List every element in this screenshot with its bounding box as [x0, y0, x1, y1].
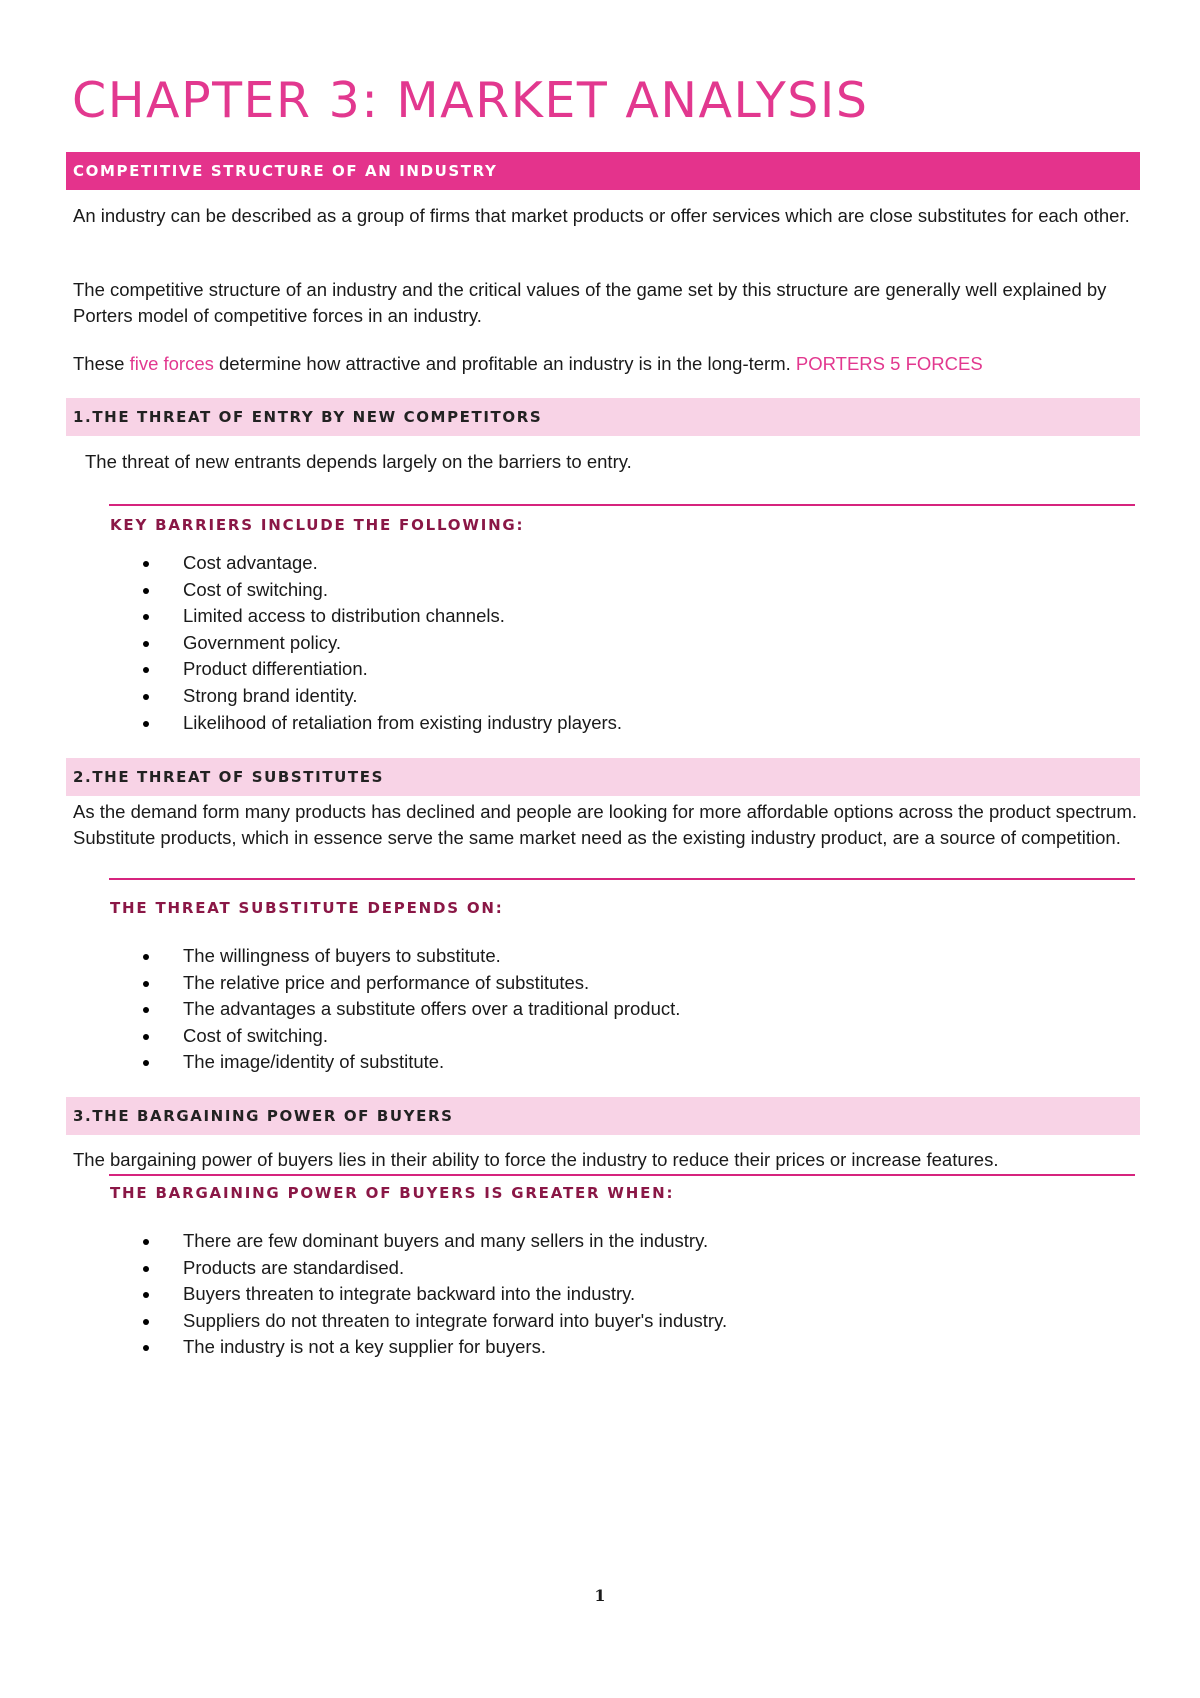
- page-title: CHAPTER 3: MARKET ANALYSIS: [72, 72, 869, 129]
- list-item-text: Products are standardised.: [183, 1256, 405, 1278]
- bullet-icon: [143, 1007, 149, 1013]
- list-item: [143, 550, 622, 577]
- section2-rule: [109, 878, 1135, 880]
- list-item-text: Product differentiation.: [183, 658, 368, 680]
- list-item: [143, 577, 622, 604]
- bullet-icon: [143, 1239, 149, 1245]
- bullet-icon: [143, 588, 149, 594]
- list-item: [143, 603, 622, 630]
- list-item: [143, 996, 680, 1023]
- section-heading-threat-of-entry: 1.THE THREAT OF ENTRY BY NEW COMPETITORS: [66, 398, 1140, 436]
- bullet-icon: [143, 667, 149, 673]
- bullet-icon: [143, 1319, 149, 1325]
- bullet-icon: [143, 1034, 149, 1040]
- list-item: [143, 630, 622, 657]
- bullet-icon: [143, 694, 149, 700]
- list-item-text: The image/identity of substitute.: [183, 1051, 445, 1073]
- list-item-text: The advantages a substitute offers over a traditional product.: [183, 998, 681, 1020]
- section1-subheading: KEY BARRIERS INCLUDE THE FOLLOWING:: [110, 516, 525, 534]
- list-item: [143, 970, 680, 997]
- bullet-icon: [143, 721, 149, 727]
- list-item-text: Suppliers do not threaten to integrate forward into buyer's industry.: [183, 1309, 728, 1331]
- list-item-text: There are few dominant buyers and many sellers in the industry.: [183, 1230, 709, 1251]
- list-item-text: The willingness of buyers to substitute.: [183, 945, 501, 966]
- section-heading-bargaining-power-of-buyers: 3.THE BARGAINING POWER OF BUYERS: [66, 1097, 1140, 1135]
- section2-subheading: THE THREAT SUBSTITUTE DEPENDS ON:: [110, 899, 504, 917]
- bullet-icon: [143, 641, 149, 647]
- list-item: [143, 1281, 727, 1308]
- list-item: [143, 1308, 727, 1335]
- bullet-icon: [143, 981, 149, 987]
- list-item-text: Strong brand identity.: [183, 684, 358, 706]
- list-item-text: Buyers threaten to integrate backward into the industry.: [183, 1283, 636, 1305]
- section3-bullet-list: [143, 1228, 727, 1361]
- bullet-icon: [143, 614, 149, 620]
- section1-bullet-list: [143, 550, 622, 736]
- list-item: [143, 943, 680, 970]
- list-item-text: Limited access to distribution channels.: [183, 605, 505, 627]
- list-item: [143, 656, 622, 683]
- five-forces-link[interactable]: five forces: [129, 353, 214, 374]
- list-item: [143, 710, 622, 737]
- list-item: [143, 1023, 680, 1050]
- page-number: 1: [594, 1586, 606, 1605]
- list-item-text: Cost of switching.: [183, 578, 328, 600]
- section3-body: The bargaining power of buyers lies in their ability to force the industry to reduce their prices or increase features.: [73, 1149, 999, 1170]
- section2-bullet-list: [143, 943, 680, 1076]
- section3-rule: [109, 1174, 1135, 1176]
- intro-text-after: determine how attractive and profitable an industry is in the long-term.: [213, 353, 796, 374]
- intro-text-before: These: [73, 353, 130, 374]
- list-item: [143, 1334, 727, 1361]
- bullet-icon: [143, 561, 149, 567]
- list-item-text: The industry is not a key supplier for buyers.: [183, 1336, 546, 1358]
- bullet-icon: [143, 954, 149, 960]
- bullet-icon: [143, 1060, 149, 1066]
- intro-paragraph-3: [73, 351, 1138, 377]
- list-item-text: Cost of switching.: [183, 1024, 328, 1046]
- section-heading-threat-of-substitutes: 2.THE THREAT OF SUBSTITUTES: [66, 758, 1140, 796]
- section3-subheading: THE BARGAINING POWER OF BUYERS IS GREATER WHEN:: [110, 1184, 675, 1202]
- list-item: [143, 1255, 727, 1282]
- list-item: [143, 683, 622, 710]
- bullet-icon: [143, 1266, 149, 1272]
- intro-paragraph-2: The competitive structure of an industry and the critical values of the game set by this structure are generally well explained by Porters model of competitive forces in an industry.: [73, 279, 1107, 326]
- bullet-icon: [143, 1345, 149, 1351]
- section-heading-competitive-structure: COMPETITIVE STRUCTURE OF AN INDUSTRY: [66, 152, 1140, 190]
- list-item-text: Likelihood of retaliation from existing industry players.: [183, 711, 623, 733]
- section1-body: The threat of new entrants depends largely on the barriers to entry.: [85, 451, 632, 472]
- list-item-text: Government policy.: [183, 631, 341, 653]
- list-item-text: The relative price and performance of substitutes.: [183, 971, 590, 993]
- section1-rule: [109, 504, 1135, 506]
- list-item: [143, 1228, 727, 1255]
- list-item: [143, 1049, 680, 1076]
- section2-body: As the demand form many products has declined and people are looking for more affordable options across the product spectrum. Substitute products, which in essence serve the same market need as the existing industry product, are a source of competition.: [73, 801, 1138, 848]
- porters-5-forces-link[interactable]: PORTERS 5 FORCES: [795, 353, 983, 374]
- intro-paragraph-1: An industry can be described as a group of firms that market products or offer services which are close substitutes for each other.: [73, 205, 1130, 226]
- bullet-icon: [143, 1292, 149, 1298]
- list-item-text: Cost advantage.: [183, 552, 318, 573]
